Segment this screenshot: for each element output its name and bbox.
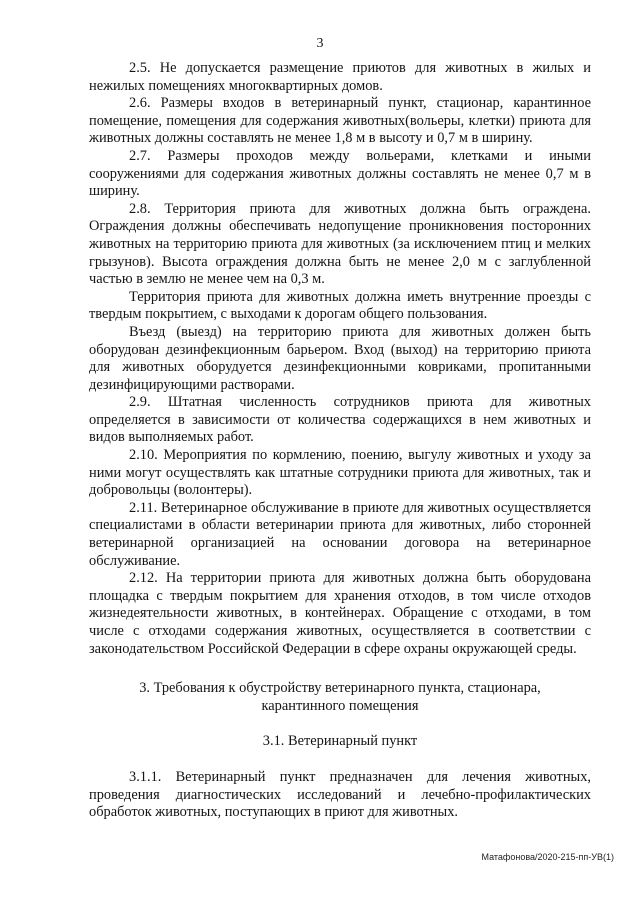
paragraph-2-7: 2.7. Размеры проходов между вольерами, клетками и иными сооружениями для содержания животных должны составлять не менее 0,7 м в ширину. bbox=[89, 147, 591, 200]
page-number: 3 bbox=[316, 36, 324, 51]
paragraph-3-1-1: 3.1.1. Ветеринарный пункт предназначен для лечения животных, проведения диагностических исследований и лечебно-профилактических обработок животных, поступающих в приют для животных. bbox=[89, 768, 591, 821]
paragraph-2-12: 2.12. На территории приюта для животных должна быть оборудована площадка с твердым покрытием для хранения отходов, в том числе отходов жизнедеятельности животных, в контейнерах. Обращение с отходами, в том числе с отходами содержания животных, осуществляется в соответствии с законодательством Российской Федерации в сфере охраны окружающей среды. bbox=[89, 570, 591, 657]
footer-document-code: Матафонова/2020-215-пп-УВ(1) bbox=[481, 852, 614, 862]
paragraph-2-5: 2.5. Не допускается размещение приютов для животных в жилых и нежилых помещениях многоквартирных домов. bbox=[89, 60, 591, 94]
section-heading-line-2: карантинного помещения bbox=[261, 697, 419, 714]
paragraph-entrance-disinfection: Въезд (выезд) на территорию приюта для животных должен быть оборудован дезинфекционным барьером. Вход (выход) на территорию приюта для животных оборудуется дезинфекционными ковриками, пропитанными дезинфицирующими растворами. bbox=[89, 323, 591, 393]
spacer bbox=[89, 751, 591, 769]
document-body bbox=[89, 60, 591, 822]
paragraph-2-11: 2.11. Ветеринарное обслуживание в приюте для животных осуществляется специалистами в области ветеринарии приюта для животных, либо сторонней ветеринарной организацией на основании договора на ветеринарное обслуживание. bbox=[89, 499, 591, 569]
spacer bbox=[89, 658, 591, 680]
spacer bbox=[89, 715, 591, 733]
paragraph-2-8: 2.8. Территория приюта для животных должна быть ограждена. Ограждения должны обеспечивать недопущение проникновения посторонних животных на территорию приюта для животных (за исключением птиц и мелких грызунов). Высота ограждения должна быть не менее 2,0 м с заглубленной частью в землю не менее чем на 0,3 м. bbox=[89, 200, 591, 288]
paragraph-2-9: 2.9. Штатная численность сотрудников приюта для животных определяется в зависимости от количества содержащихся в нем животных и видов выполняемых работ. bbox=[89, 394, 591, 446]
paragraph-2-6: 2.6. Размеры входов в ветеринарный пункт, стационар, карантинное помещение, помещения для содержания животных(вольеры, клетки) приюта для животных должны составлять не менее 1,8 м в высоту и 0,7 м в ширину. bbox=[89, 95, 591, 147]
section-heading-line-1: 3. Требования к обустройству ветеринарного пункта, стационара, bbox=[139, 680, 541, 697]
subsection-heading: 3.1. Ветеринарный пункт bbox=[262, 733, 418, 750]
paragraph-2-10: 2.10. Мероприятия по кормлению, поению, выгулу животных и уходу за ними могут осуществлять как штатные сотрудники приюта для животных, так и добровольцы (волонтеры). bbox=[89, 447, 591, 499]
paragraph-territory-roads: Территория приюта для животных должна иметь внутренние проезды с твердым покрытием, с выходами к дорогам общего пользования. bbox=[89, 288, 591, 323]
